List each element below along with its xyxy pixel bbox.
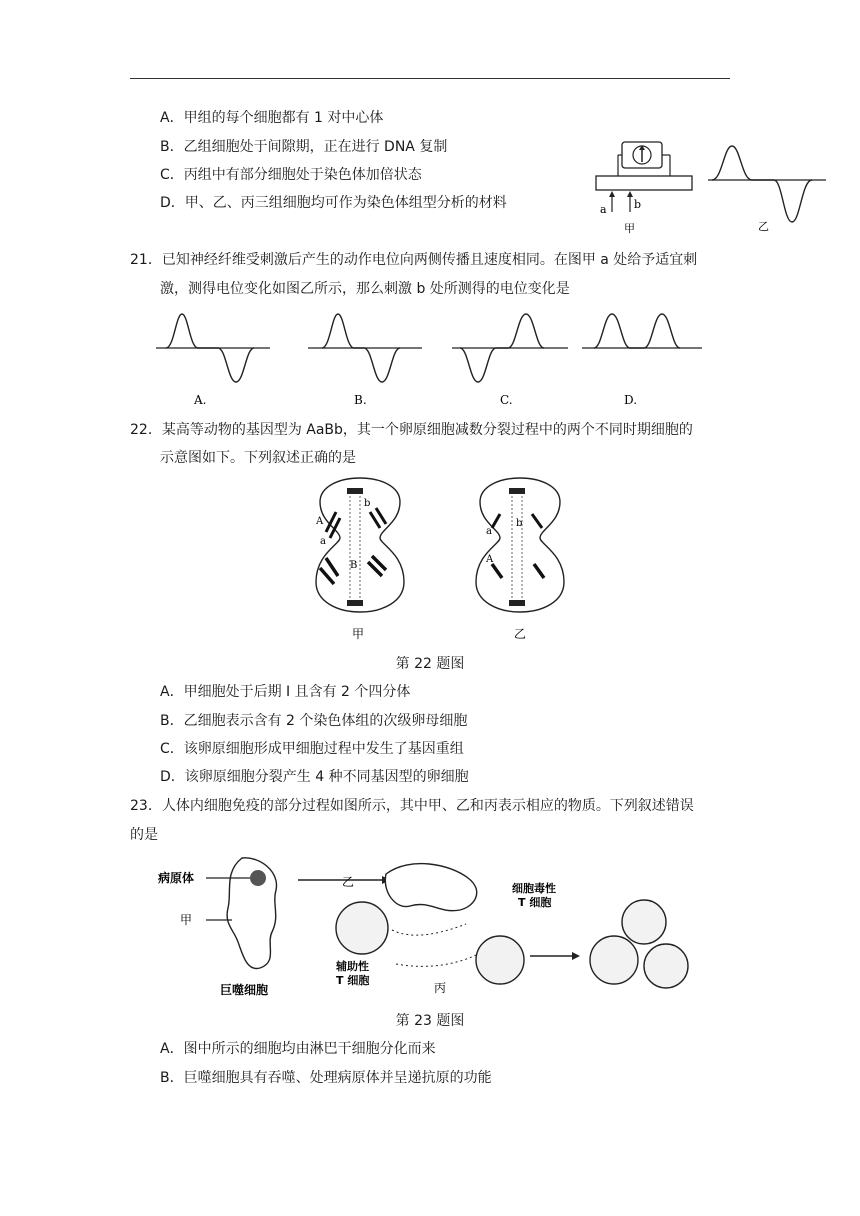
q22-figure bbox=[290, 472, 580, 644]
macrophage-cell bbox=[157, 858, 277, 997]
label-b: b bbox=[634, 198, 642, 211]
daughter-cell-3 bbox=[644, 944, 688, 988]
cell-jia-gene-B: B bbox=[350, 560, 358, 571]
label-a: a bbox=[600, 203, 607, 216]
label-pathogen: 病原体 bbox=[158, 871, 195, 885]
label-macrophage: 巨噬细胞 bbox=[220, 983, 269, 997]
q22-option-d: D．该卵原细胞分裂产生 4 种不同基因型的卵细胞 bbox=[160, 769, 469, 785]
cell-yi bbox=[476, 478, 564, 641]
cytotoxic-t-cell bbox=[476, 936, 524, 984]
q20-option-c: C．丙组中有部分细胞处于染色体加倍状态 bbox=[160, 167, 422, 183]
cell-jia bbox=[315, 478, 404, 641]
q21-choice-a-trace bbox=[156, 314, 270, 407]
cell-yi-gene-A: A bbox=[486, 554, 494, 565]
label-jia: 甲 bbox=[624, 222, 635, 235]
cell-yi-gene-a: a bbox=[486, 526, 492, 537]
header-rule bbox=[130, 78, 730, 79]
q20-option-d: D．甲、乙、丙三组细胞均可作为染色体组型分析的材料 bbox=[160, 195, 507, 211]
helper-t-cell bbox=[336, 902, 388, 954]
label-bing: 丙 bbox=[434, 981, 447, 995]
q21-choice-b-trace bbox=[308, 314, 422, 407]
daughter-cell-2 bbox=[622, 900, 666, 944]
q23-option-a: A．图中所示的细胞均由淋巴干细胞分化而来 bbox=[160, 1041, 436, 1057]
q22-stem-line2: 示意图如下。下列叙述正确的是 bbox=[160, 450, 356, 466]
pathogen-blob bbox=[250, 870, 266, 886]
q21-choices-figure bbox=[150, 304, 710, 408]
label-yi-q23: 乙 bbox=[342, 875, 355, 889]
q21-stem-line1: 21．已知神经纤维受刺激后产生的动作电位向两侧传播且速度相同。在图甲 a 处给予适宜刺 bbox=[130, 252, 698, 268]
cell-yi-gene-b: b bbox=[516, 518, 523, 529]
label-th-line1: 辅助性 bbox=[336, 960, 369, 973]
q22-option-a: A．甲细胞处于后期 I 且含有 2 个四分体 bbox=[160, 684, 411, 700]
q21-stem-line2: 激，测得电位变化如图乙所示，那么刺激 b 处所测得的电位变化是 bbox=[160, 281, 570, 297]
q21-choice-d-trace bbox=[582, 314, 702, 407]
q22-stem-line1: 22．某高等动物的基因型为 AaBb，其一个卵原细胞减数分裂过程中的两个不同时期细胞的 bbox=[130, 422, 693, 438]
cell-jia-gene-A: A bbox=[316, 516, 324, 527]
potential-trace-yi bbox=[708, 146, 826, 233]
q22-caption: 第 22 题图 bbox=[395, 656, 465, 672]
cell-yi-label: 乙 bbox=[514, 627, 527, 641]
label-th-line2: T 细胞 bbox=[336, 974, 370, 987]
q23-stem-line1: 23．人体内细胞免疫的部分过程如图所示，其中甲、乙和丙表示相应的物质。下列叙述错误 bbox=[130, 798, 694, 814]
antigen-presenting-cell bbox=[385, 864, 476, 911]
label-tc-line2: T 细胞 bbox=[518, 896, 552, 909]
label-jia-q23: 甲 bbox=[180, 913, 193, 927]
daughter-cell-1 bbox=[590, 936, 638, 984]
q23-stem-line2: 的是 bbox=[130, 827, 158, 843]
q23-option-b: B．巨噬细胞具有吞噬、处理病原体并呈递抗原的功能 bbox=[160, 1070, 492, 1086]
cell-jia-label: 甲 bbox=[352, 627, 365, 641]
nerve-fiber-diagram bbox=[596, 142, 692, 235]
q20-option-b: B．乙组细胞处于间隙期，正在进行 DNA 复制 bbox=[160, 139, 448, 155]
label-tc-line1: 细胞毒性 bbox=[512, 882, 556, 895]
cell-jia-gene-a: a bbox=[320, 536, 326, 547]
q20-option-a: A．甲组的每个细胞都有 1 对中心体 bbox=[160, 110, 384, 126]
q21-label-d: D. bbox=[624, 393, 638, 407]
q20-figure bbox=[590, 136, 830, 240]
q21-label-b: B. bbox=[354, 393, 367, 407]
q22-option-b: B．乙细胞表示含有 2 个染色体组的次级卵母细胞 bbox=[160, 713, 468, 729]
q21-label-c: C. bbox=[500, 393, 513, 407]
q23-caption: 第 23 题图 bbox=[395, 1013, 465, 1029]
q23-figure bbox=[150, 852, 710, 1002]
q21-label-a: A. bbox=[194, 393, 207, 407]
cell-jia-gene-b: b bbox=[364, 498, 371, 509]
q22-option-c: C．该卵原细胞形成甲细胞过程中发生了基因重组 bbox=[160, 741, 464, 757]
q21-choice-c-trace bbox=[452, 314, 568, 407]
label-yi: 乙 bbox=[758, 220, 769, 233]
